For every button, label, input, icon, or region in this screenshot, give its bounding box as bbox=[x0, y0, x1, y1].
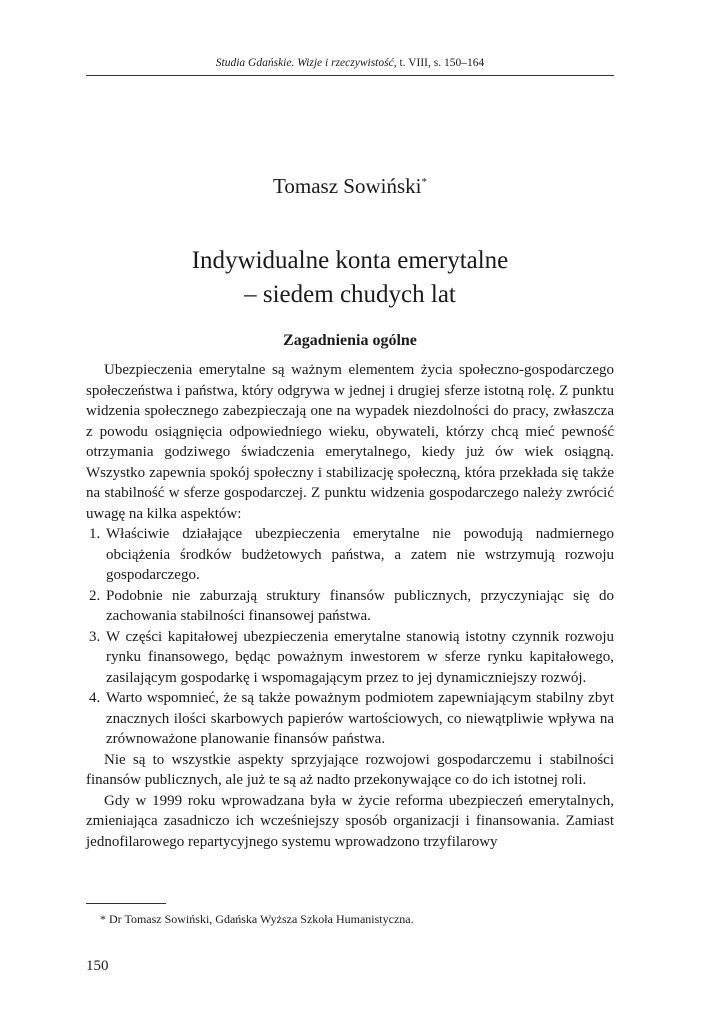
paragraph-2: Nie są to wszystkie aspekty sprzyjające rozwojowi gospodarczemu i stabilności finansów publicznych, ale już te są aż nadto przekonywające co do ich istotnej roli. bbox=[86, 751, 614, 788]
volume-info: , t. VIII, s. 150–164 bbox=[393, 57, 485, 69]
title-line-2: – siedem chudych lat bbox=[244, 281, 456, 308]
body-text bbox=[86, 360, 614, 852]
title-line-1: Indywidualne konta emerytalne bbox=[191, 247, 509, 274]
running-head bbox=[86, 57, 614, 69]
footnote-rule bbox=[86, 903, 166, 904]
footnote: * Dr Tomasz Sowiński, Gdańska Wyższa Szkoła Humanistyczna. bbox=[100, 912, 414, 926]
header-rule bbox=[86, 75, 614, 76]
list-item: 1. Właściwie działające ubezpieczenia emerytalne nie powodują nadmiernego obciążenia środków budżetowych państwa, a zatem nie wstrzymują rozwoju gospodarczego. bbox=[104, 524, 614, 586]
aspects-list bbox=[86, 524, 614, 750]
page-number: 150 bbox=[86, 958, 109, 974]
section-heading: Zagadnienia ogólne bbox=[283, 332, 417, 349]
paragraph-3: Gdy w 1999 roku wprowadzana była w życie reforma ubezpieczeń emerytalnych, zmieniająca zasadniczo ich wcześniejszy sposób organizacji i finansowania. Zamiast jednofilarowego repartycyjnego systemu wprowadzono trzyfilarowy bbox=[86, 792, 614, 850]
article-title bbox=[86, 244, 614, 312]
list-item: 3. W części kapitałowej ubezpieczenia emerytalne stanowią istotny czynnik rozwoju rynku finansowego, będąc poważnym inwestorem w sferze rynku kapitałowego, zasilającym gospodarkę i wspomagającym przez to jej dynamiczniejszy rozwój. bbox=[104, 627, 614, 689]
author bbox=[86, 174, 614, 199]
journal-title: Studia Gdańskie. Wizje i rzeczywistość bbox=[215, 57, 394, 69]
intro-paragraph: Ubezpieczenia emerytalne są ważnym elementem życia społeczno-gospodarczego społeczeństwa i państwa, który odgrywa w jednej i drugiej sferze istotną rolę. Z punktu widzenia społecznego zabezpieczają one na wypadek niezdolności do pracy, zwłaszcza z powodu osiągnięcia odpowiedniego wieku, obywateli, którzy chcą mieć pewność otrzymania godziwego świadczenia emerytalnego, kiedy już ów wiek osiągną. Wszystko zapewnia spokój społeczny i stabilizację społeczną, która przekłada się także na stabilność w sferze gospodarczej. Z punktu widzenia gospodarczego należy zwrócić uwagę na kilka aspektów: bbox=[86, 362, 614, 522]
footnote-marker: * bbox=[421, 176, 427, 188]
list-item: 2. Podobnie nie zaburzają struktury finansów publicznych, przyczyniając się do zachowania stabilności finansowej państwa. bbox=[104, 586, 614, 627]
list-item: 4. Warto wspomnieć, że są także poważnym podmiotem zapewniającym stabilny zbyt znacznych ilości skarbowych papierów wartościowych, co niewątpliwie wpływa na zrównoważone planowanie finansów państwa. bbox=[104, 688, 614, 750]
author-name: Tomasz Sowiński bbox=[273, 174, 422, 198]
